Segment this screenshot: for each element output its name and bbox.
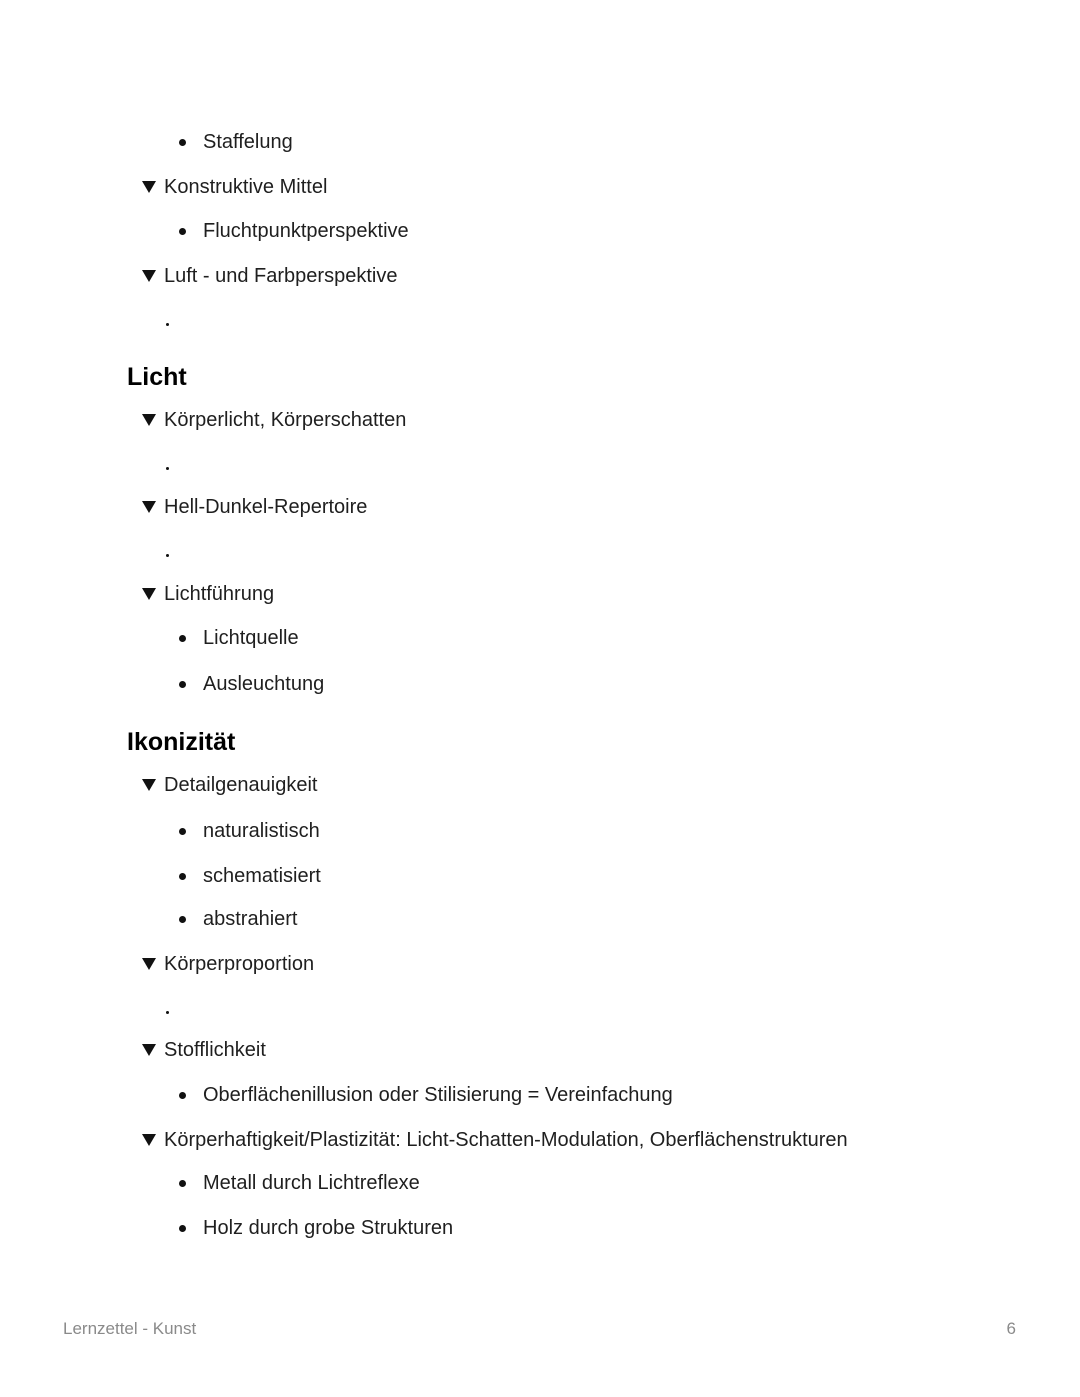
toggle-item[interactable]: Detailgenauigkeit [164,774,318,796]
list-item: Holz durch grobe Strukturen [203,1217,454,1239]
bullet-icon [179,1180,186,1187]
list-item: schematisiert [203,865,321,887]
toggle-item[interactable]: Lichtführung [164,583,275,605]
toggle-item[interactable]: Hell-Dunkel-Repertoire [164,496,368,518]
bullet-icon [179,139,186,146]
bullet-icon [179,828,186,835]
bullet-icon [179,873,186,880]
toggle-item[interactable]: Konstruktive Mittel [164,176,328,198]
toggle-triangle-icon[interactable] [142,1044,156,1056]
list-item: Fluchtpunktperspektive [203,220,409,242]
list-item: Oberflächenillusion oder Stilisierung = Vereinfachung [203,1084,673,1106]
bullet-icon [179,916,186,923]
bullet-icon [179,1225,186,1232]
toggle-triangle-icon[interactable] [142,588,156,600]
toggle-triangle-icon[interactable] [142,270,156,282]
bullet-icon [179,1092,186,1099]
toggle-item[interactable]: Körperproportion [164,953,315,975]
list-item: Staffelung [203,131,293,153]
toggle-triangle-icon[interactable] [142,779,156,791]
empty-toggle-content-dot [166,467,169,470]
toggle-triangle-icon[interactable] [142,181,156,193]
bullet-icon [179,681,186,688]
toggle-triangle-icon[interactable] [142,1134,156,1146]
toggle-item[interactable]: Stofflichkeit [164,1039,266,1061]
empty-toggle-content-dot [166,554,169,557]
footer-page-number: 6 [1006,1319,1016,1338]
toggle-item[interactable]: Körperhaftigkeit/Plastizität: Licht-Schatten-Modulation, Oberflächenstrukturen [164,1129,848,1151]
list-item: Metall durch Lichtreflexe [203,1172,420,1194]
empty-toggle-content-dot [166,1011,169,1014]
bullet-icon [179,635,186,642]
toggle-triangle-icon[interactable] [142,501,156,513]
empty-toggle-content-dot [166,323,169,326]
toggle-item[interactable]: Körperlicht, Körperschatten [164,409,407,431]
list-item: naturalistisch [203,820,320,842]
list-item: Lichtquelle [203,627,299,649]
section-heading-licht: Licht [127,363,187,391]
section-heading-ikonizitaet: Ikonizität [127,728,236,756]
list-item: Ausleuchtung [203,673,325,695]
toggle-item[interactable]: Luft - und Farbperspektive [164,265,398,287]
list-item: abstrahiert [203,908,298,930]
bullet-icon [179,228,186,235]
toggle-triangle-icon[interactable] [142,414,156,426]
footer-document-title: Lernzettel - Kunst [63,1319,197,1338]
toggle-triangle-icon[interactable] [142,958,156,970]
